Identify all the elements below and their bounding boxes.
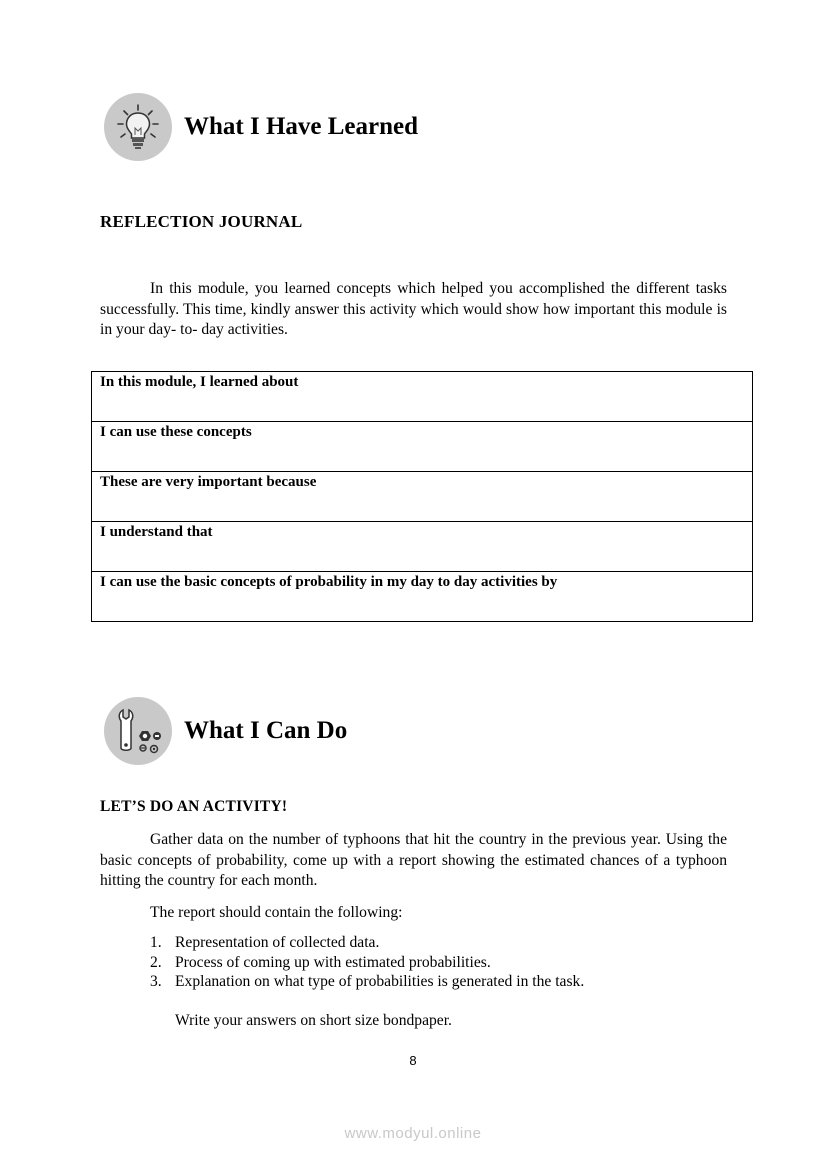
journal-prompt-cell[interactable]: I can use these concepts xyxy=(92,422,753,472)
list-text: Explanation on what type of probabilities is generated in the task. xyxy=(175,973,585,990)
list-text: Representation of collected data. xyxy=(175,934,380,951)
activity-paragraph: Gather data on the number of typhoons that hit the country in the previous year. Using the basic concepts of probability, come up with a report showing the estimated chances of a typhoon hitting the country for each month. xyxy=(100,831,727,889)
page-number: 8 xyxy=(409,1053,417,1068)
list-number: 2. xyxy=(150,953,162,971)
watermark: www.modyul.online xyxy=(344,1125,482,1142)
section-title: What I Can Do xyxy=(184,717,348,744)
tools-icon xyxy=(104,697,172,765)
table-row xyxy=(92,472,753,522)
reflection-intro-paragraph: In this module, you learned concepts which helped you accomplished the different tasks successfully. This time, kindly answer this activity which would show how important this module is in your day- to- day activities. xyxy=(100,280,727,338)
list-text: Process of coming up with estimated probabilities. xyxy=(175,953,491,971)
journal-prompt-cell[interactable]: In this module, I learned about xyxy=(92,372,753,422)
table-row xyxy=(92,422,753,472)
list-item xyxy=(150,953,584,973)
section-title: What I Have Learned xyxy=(184,113,419,140)
journal-prompt-cell[interactable]: I understand that xyxy=(92,522,753,572)
what-i-can-do-header xyxy=(104,697,347,765)
table-row xyxy=(92,522,753,572)
table-row xyxy=(92,572,753,622)
report-intro: The report should contain the following: xyxy=(150,904,403,921)
journal-prompt-cell[interactable]: These are very important because xyxy=(92,472,753,522)
list-number: 3. xyxy=(150,973,162,990)
list-item xyxy=(150,972,584,992)
reflection-journal-heading: REFLECTION JOURNAL xyxy=(100,212,303,231)
what-i-have-learned-header xyxy=(104,93,418,161)
list-number: 1. xyxy=(150,934,162,951)
list-item xyxy=(150,933,584,953)
closing-instruction: Write your answers on short size bondpaper. xyxy=(175,1012,452,1029)
activity-heading: LET’S DO AN ACTIVITY! xyxy=(100,798,288,815)
table-row xyxy=(92,372,753,422)
reflection-journal-table xyxy=(91,371,753,622)
report-requirements-list xyxy=(150,933,584,992)
journal-prompt-cell[interactable]: I can use the basic concepts of probability in my day to day activities by xyxy=(92,572,753,622)
lightbulb-icon xyxy=(104,93,172,161)
